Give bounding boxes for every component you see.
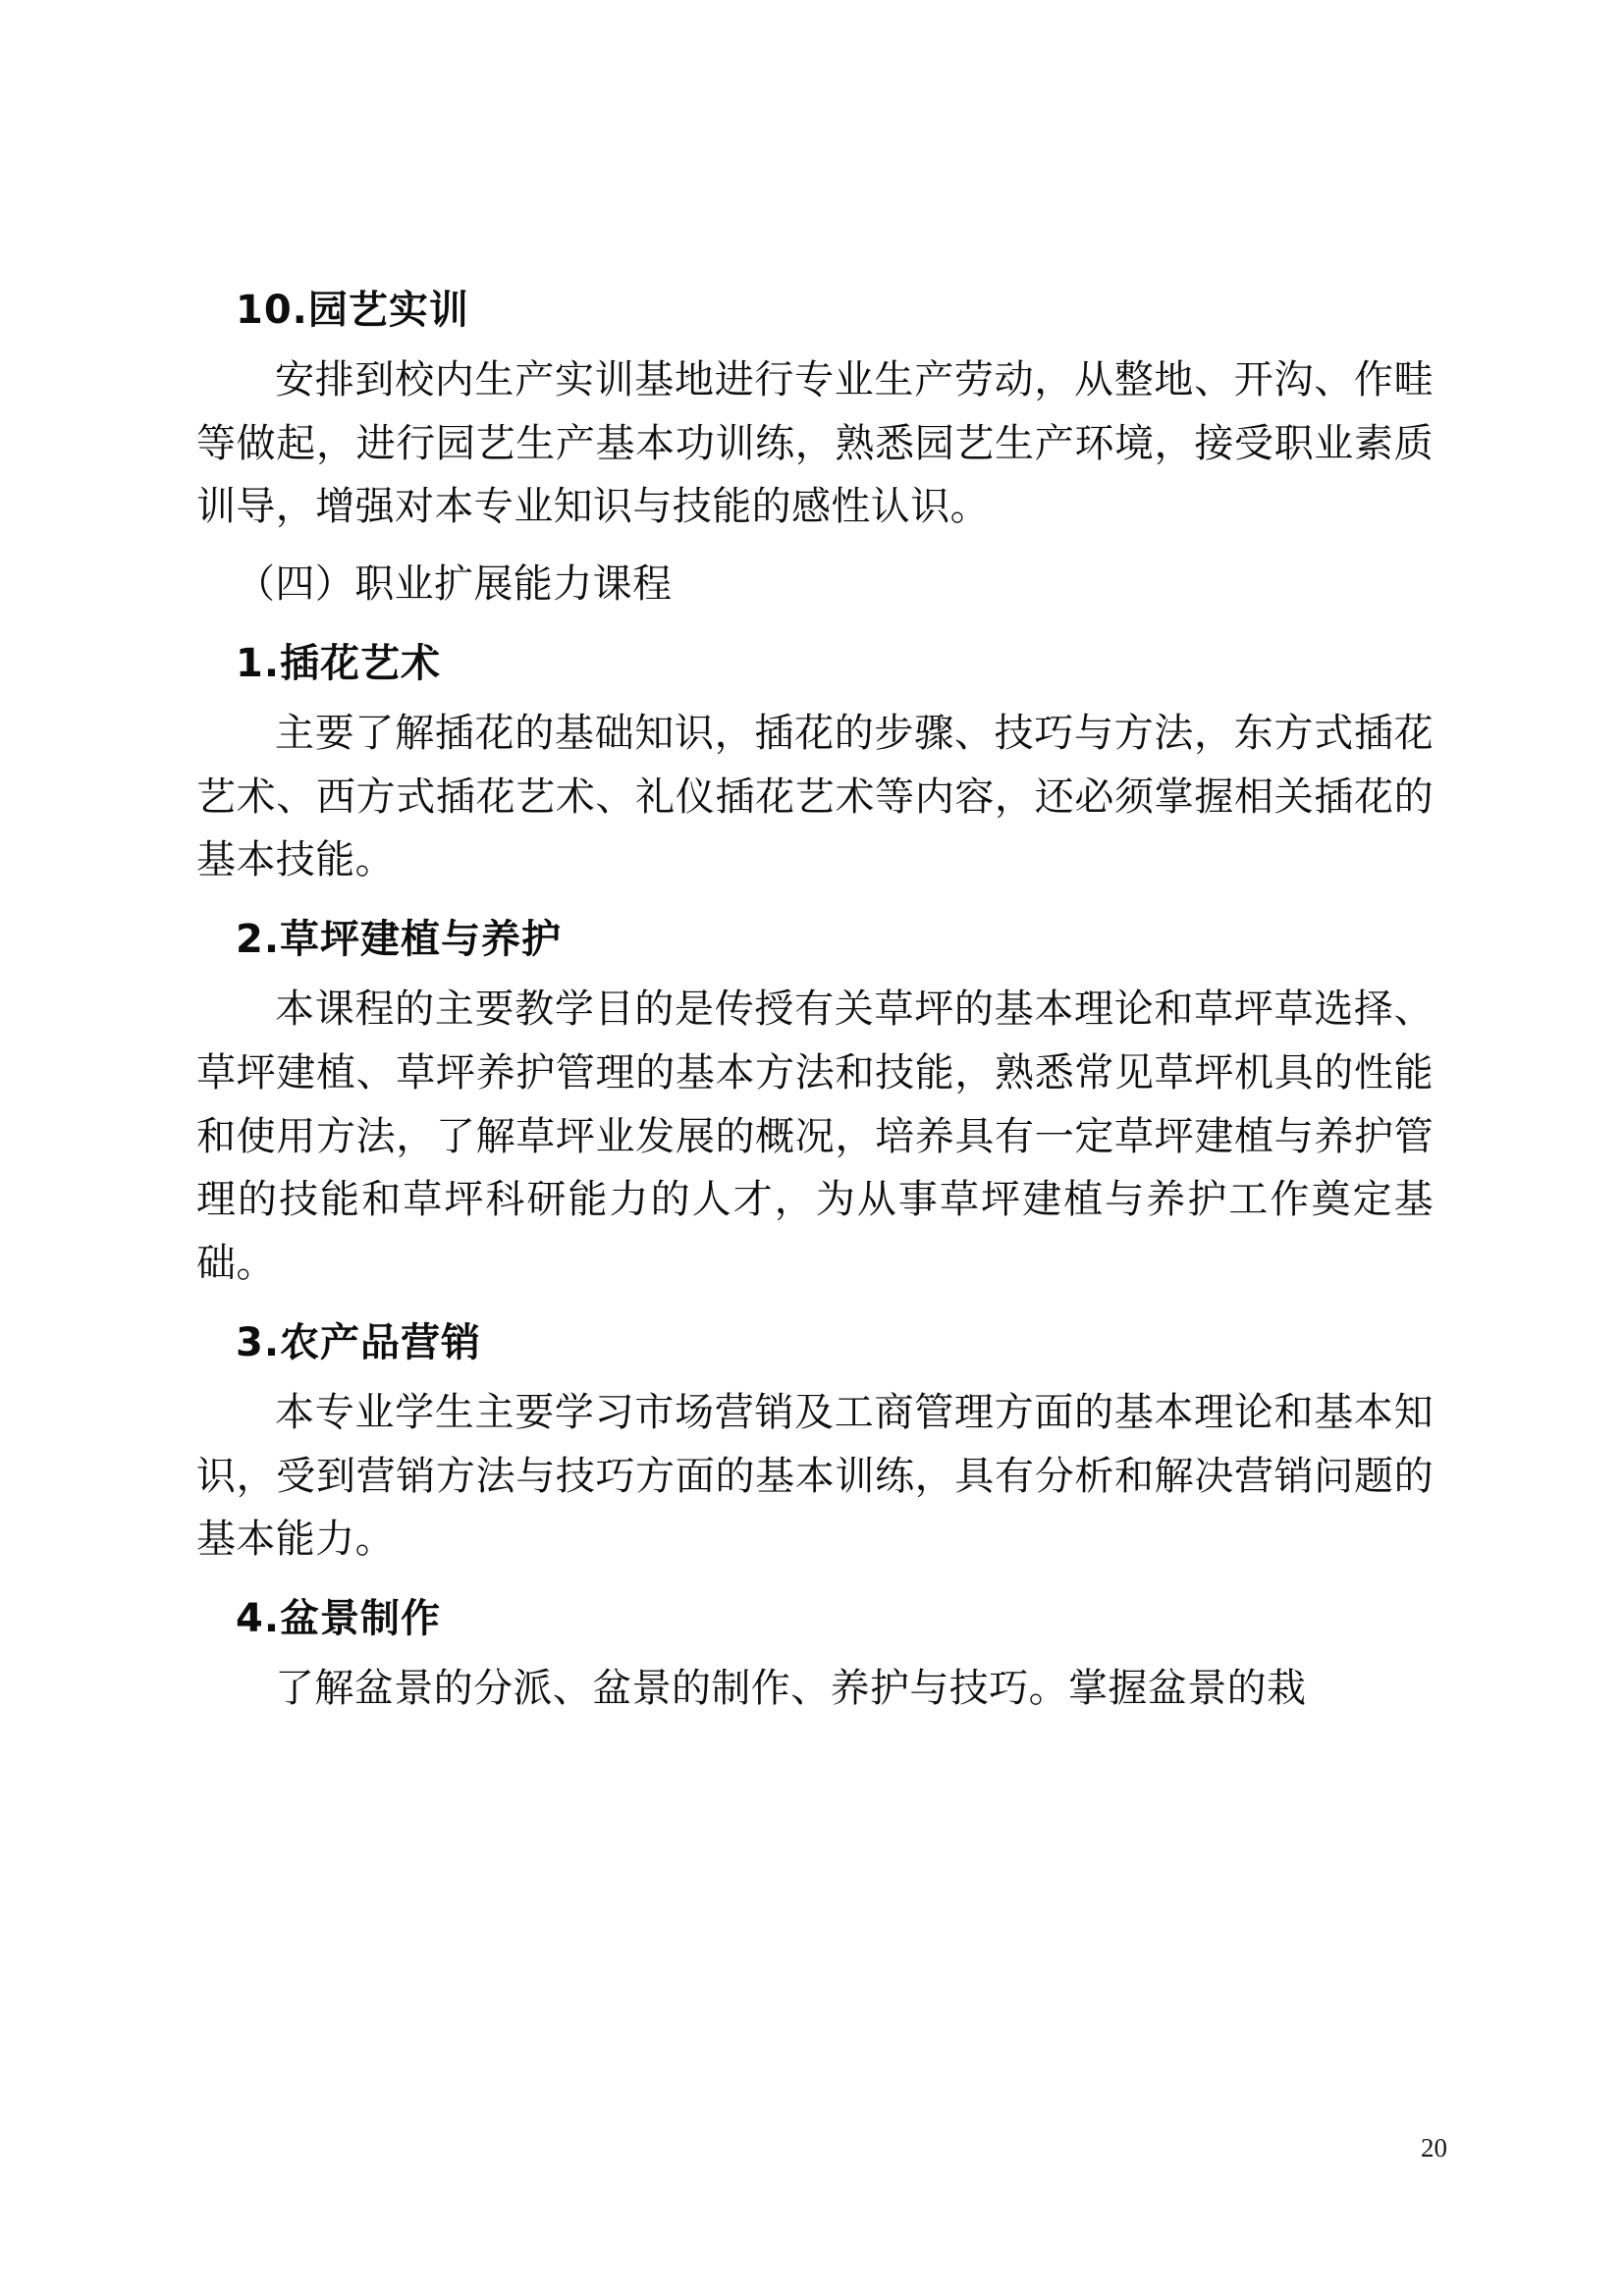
- paragraph-penjing-zhizuo: 了解盆景的分派、盆景的制作、养护与技巧。掌握盆景的栽: [275, 1665, 1307, 1711]
- page-content: [196, 263, 1434, 1729]
- section-heading-yuanyi-shixun: 10.园艺实训: [236, 288, 469, 333]
- section-heading-chahua-yishu: 1.插花艺术: [236, 640, 442, 686]
- section-heading-caoping-jianzhi: 2.草坪建植与养护: [236, 917, 563, 963]
- paragraph-nongchanpin-yingxiao: 本专业学生主要学习市场营销及工商管理方面的基本理论和基本知识，受到营销方法与技巧方面的基本训练，具有分析和解决营销问题的基本能力。: [196, 1389, 1434, 1563]
- paragraph-yuanyi-shixun: 安排到校内生产实训基地进行专业生产劳动，从整地、开沟、作畦等做起，进行园艺生产基本功训练，熟悉园艺生产环境，接受职业素质训导，增强对本专业知识与技能的感性认识。: [196, 356, 1434, 530]
- paragraph-chahua-yishu: 主要了解插花的基础知识，插花的步骤、技巧与方法，东方式插花艺术、西方式插花艺术、礼仪插花艺术等内容，还必须掌握相关插花的基本技能。: [196, 710, 1434, 883]
- paragraph-caoping-jianzhi: 本课程的主要教学目的是传授有关草坪的基本理论和草坪草选择、草坪建植、草坪养护管理的基本方法和技能，熟悉常见草坪机具的性能和使用方法，了解草坪业发展的概况，培养具有一定草坪建植与养护管理的技能和草坪科研能力的人才，为从事草坪建植与养护工作奠定基础。: [196, 986, 1434, 1287]
- section-heading-nongchanpin-yingxiao: 3.农产品营销: [236, 1319, 482, 1365]
- section-heading-zhiye-kuozhan: （四）职业扩展能力课程: [236, 561, 673, 608]
- section-heading-penjing-zhizuo: 4.盆景制作: [236, 1596, 442, 1642]
- page-number: 20: [1421, 2133, 1447, 2163]
